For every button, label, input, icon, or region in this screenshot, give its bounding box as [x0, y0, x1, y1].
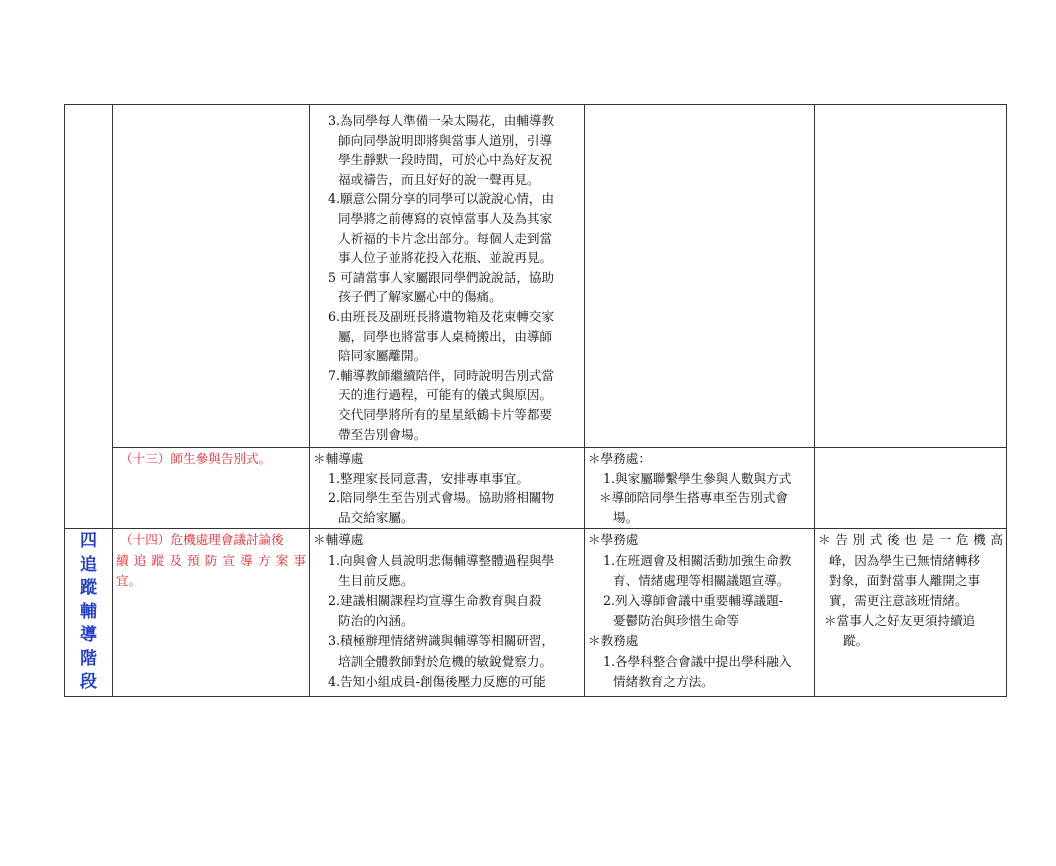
- table-row: [65, 529, 1007, 697]
- text-line: 對象，面對當事人離開之事: [829, 572, 981, 588]
- stage-label: [65, 529, 113, 697]
- notes-cell: [815, 529, 1007, 697]
- table-row: [65, 105, 1007, 448]
- text-line: 2.列入導師會議中重要輔導議題-: [603, 592, 783, 608]
- counseling-actions-cell: [310, 448, 585, 529]
- text-line: 師向同學說明即將與當事人道別，引導: [338, 132, 553, 148]
- counseling-actions-cell: [310, 105, 585, 448]
- text-line: 7.輔導教師繼續陪伴，同時說明告別式當: [328, 367, 555, 383]
- text-line: 1.向與會人員說明悲傷輔導整體過程與學: [328, 552, 555, 568]
- stage-char: 四: [80, 531, 97, 552]
- text-line: 防治的內涵。: [338, 613, 414, 629]
- text-line: 1.各學科整合會議中提出學科融入: [603, 653, 792, 669]
- text-line: 陪同家屬離開。: [338, 348, 427, 364]
- student-affairs-cell: [585, 529, 815, 697]
- stage-char: 蹤: [80, 578, 97, 599]
- text-line: 憂鬱防治與珍惜生命等: [613, 613, 739, 629]
- notes-cell: [815, 448, 1007, 529]
- student-affairs-cell: [585, 448, 815, 529]
- text-line: 蹤。: [843, 633, 869, 649]
- stage-char: 段: [80, 672, 97, 693]
- text-line: 福或禱告，而且好好的說一聲再見。: [338, 171, 540, 187]
- text-line: 2.建議相關課程均宣導生命教育與自殺: [328, 592, 542, 608]
- text-line: 4.告知小組成員-創傷後壓力反應的可能: [328, 673, 546, 689]
- text-line: 帶至告別會場。: [338, 426, 427, 442]
- text-line: 學生靜默一段時間，可於心中為好友祝: [338, 152, 553, 168]
- text-line: 2.陪同學生至告別式會場。協助將相關物: [328, 490, 555, 506]
- text-line: ＊輔導處: [313, 532, 364, 548]
- text-line: 育、情緒處理等相關議題宣導。: [613, 572, 790, 588]
- table-row: [65, 448, 1007, 529]
- stage-cell: [65, 105, 113, 529]
- item-cell: [113, 448, 310, 529]
- item-title: 續追蹤及預防宣導方案事: [116, 552, 306, 568]
- stage-char: 追: [80, 554, 97, 575]
- item-title: （十四）危機處理會議討論後: [120, 532, 284, 548]
- text-line: ＊告別式後也是一危機高: [818, 532, 1003, 548]
- text-line: 1.在班週會及相關活動加強生命教: [603, 552, 792, 568]
- text-line: 天的進行過程，可能有的儀式與原因。: [338, 387, 553, 403]
- text-line: 情緒教育之方法。: [613, 673, 714, 689]
- text-line: 1.整理家長同意書，安排專車事宜。: [328, 470, 529, 486]
- text-line: 場。: [613, 509, 639, 525]
- text-line: ＊輔導處: [313, 451, 364, 466]
- stage-char: 導: [80, 625, 97, 646]
- text-line: 6.由班長及副班長將遺物箱及花束轉交家: [328, 308, 555, 324]
- guidance-plan-table: [64, 104, 1007, 697]
- text-line: 屬，同學也將當事人桌椅搬出，由導師: [338, 328, 553, 344]
- stage-char: 階: [80, 648, 97, 669]
- text-line: 同學將之前傳寫的哀悼當事人及為其家: [338, 210, 553, 226]
- item-title: （十三）師生參與告別式。: [120, 451, 272, 466]
- text-line: 3.為同學每人準備一朵太陽花，由輔導教: [328, 113, 555, 128]
- text-line: 峰，因為學生已無情緒轉移: [829, 552, 981, 568]
- text-line: ＊教務處: [588, 633, 639, 649]
- text-line: ＊學務處: [588, 532, 639, 548]
- counseling-actions-cell: [310, 529, 585, 697]
- text-line: 人祈福的卡片念出部分。每個人走到當: [338, 230, 553, 246]
- text-line: ＊導師陪同學生搭專車至告別式會: [599, 490, 788, 506]
- text-line: 實，需更注意該班情緒。: [829, 592, 968, 608]
- text-line: 3.積極辦理情緒辨識與輔導等相關研習，: [328, 633, 555, 649]
- text-line: 1.與家屬聯繫學生參與人數與方式: [603, 470, 792, 486]
- text-line: ＊當事人之好友更須持續追: [824, 613, 976, 629]
- stage-char: 輔: [80, 601, 97, 622]
- student-affairs-cell: [585, 105, 815, 448]
- notes-cell: [815, 105, 1007, 448]
- item-title: 宜。: [116, 572, 142, 588]
- text-line: 品交給家屬。: [338, 509, 414, 525]
- text-line: 培訓全體教師對於危機的敏銳覺察力。: [338, 653, 553, 669]
- item-cell: [113, 105, 310, 448]
- text-line: 事人位子並將花投入花瓶、並說再見。: [338, 250, 553, 266]
- item-cell: [113, 529, 310, 697]
- text-line: 5 可請當事人家屬跟同學們說說話，協助: [328, 269, 555, 285]
- text-line: 4.願意公開分享的同學可以說說心情，由: [328, 191, 555, 207]
- text-line: 孩子們了解家屬心中的傷痛。: [338, 289, 502, 305]
- text-line: 交代同學將所有的星星紙鶴卡片等都要: [338, 406, 553, 422]
- text-line: 生目前反應。: [338, 572, 414, 588]
- text-line: ＊學務處：: [588, 451, 651, 466]
